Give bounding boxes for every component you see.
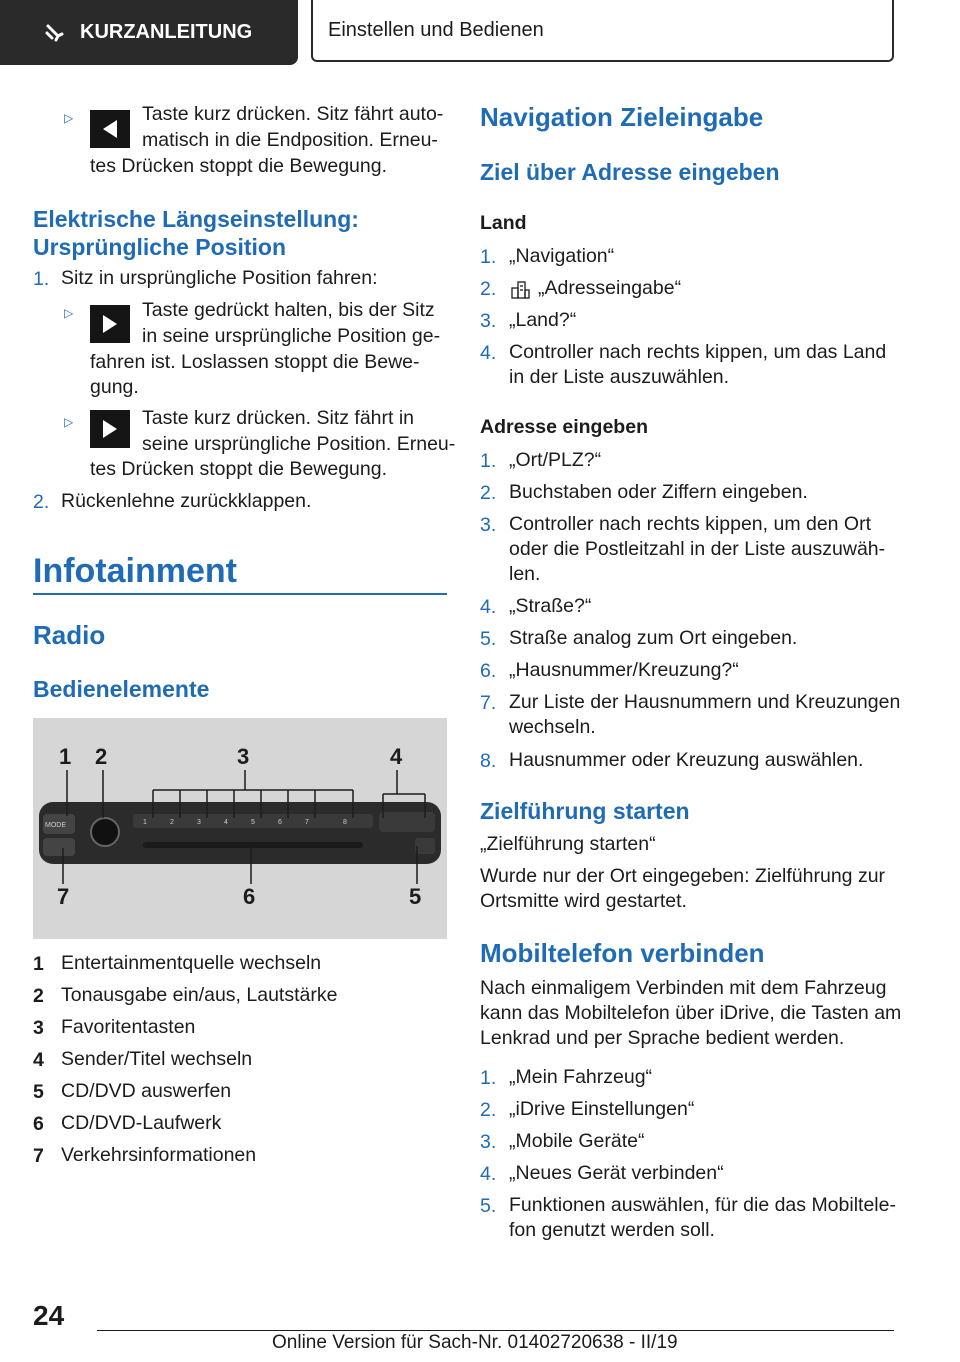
zielfuehrung-line3: Ortsmitte wird gestartet. (480, 890, 687, 912)
step-num: 6. (480, 660, 497, 682)
radio-panel-illustration (33, 718, 447, 939)
step-text: „Land?“ (509, 309, 577, 331)
item-c-line2: seine ursprüngliche Position. Erneu‐ (142, 433, 456, 455)
step-text: fon genutzt werden soll. (509, 1219, 715, 1241)
heading-radio: Radio (33, 620, 106, 650)
step-text: len. (509, 563, 541, 585)
legend-text: CD/DVD-Laufwerk (61, 1112, 222, 1134)
subheading-line2: Ursprüngliche Position (33, 234, 287, 260)
seat-back-button-icon (90, 110, 130, 148)
figure-label-3: 3 (237, 744, 250, 769)
legend-text: CD/DVD auswerfen (61, 1080, 232, 1102)
step-num: 4. (480, 1163, 497, 1185)
figure-button-2: 2 (170, 819, 174, 826)
legend-num: 3 (33, 1017, 44, 1039)
heading-bedienelemente: Bedienelemente (33, 676, 210, 702)
triangle-bullet-icon: ▷ (64, 306, 74, 320)
heading-mobiltelefon: Mobiltelefon verbinden (480, 938, 765, 968)
step-num: 1. (480, 450, 497, 472)
item-b-line3: fahren ist. Loslassen stoppt die Bewe‐ (90, 351, 420, 373)
step-text: „iDrive Einstellungen“ (509, 1098, 695, 1120)
figure-button-7: 7 (305, 819, 309, 826)
step-text: Hausnummer oder Kreuzung auswählen. (509, 749, 864, 771)
legend-text: Sender/Titel wechseln (61, 1048, 253, 1070)
legend-num: 1 (33, 953, 44, 975)
address-input-icon (509, 278, 531, 300)
heading-address: Ziel über Adresse eingeben (480, 159, 780, 185)
figure-label-7: 7 (57, 884, 70, 909)
subheading-line1: Elektrische Längseinstellung: (33, 206, 359, 232)
triangle-bullet-icon: ▷ (64, 415, 74, 429)
step-text: „Adresseingabe“ (538, 277, 682, 299)
item-a-line3: tes Drücken stoppt die Bewegung. (90, 155, 388, 177)
legend-text: Entertainmentquelle wechseln (61, 952, 322, 974)
step-num: 5. (480, 628, 497, 650)
page-number: 24 (33, 1300, 65, 1331)
figure-button-4: 4 (224, 819, 228, 826)
figure-label-1: 1 (59, 744, 72, 769)
step-num: 1. (480, 1067, 497, 1089)
step-num: 3. (480, 514, 497, 536)
step-text: „Ort/PLZ?“ (509, 449, 602, 471)
step-text: Buchstaben oder Ziffern eingeben. (509, 481, 808, 503)
step-num: 4. (480, 596, 497, 618)
footer-online-version: Online Version für Sach-Nr. 01402720638 - II/19 (272, 1332, 678, 1353)
legend-num: 7 (33, 1145, 44, 1167)
zielfuehrung-line1: „Zielführung starten“ (480, 833, 656, 855)
step-num: 3. (480, 1131, 497, 1153)
step-text: „Hausnummer/Kreuzung?“ (509, 659, 739, 681)
step-text: Zur Liste der Hausnummern und Kreuzungen (509, 691, 901, 713)
step-num: 7. (480, 692, 497, 714)
figure-button-5: 5 (251, 819, 255, 826)
step-num: 2. (480, 1099, 497, 1121)
step-text: Funktionen auswählen, für die das Mobiltele‐ (509, 1194, 896, 1216)
legend-num: 5 (33, 1081, 44, 1103)
triangle-bullet-icon: ▷ (64, 111, 74, 125)
legend-text: Tonausgabe ein/aus, Lautstärke (61, 984, 338, 1006)
item-b-line1: Taste gedrückt halten, bis der Sitz (142, 299, 435, 321)
figure-label-5: 5 (409, 884, 422, 909)
item-b-line4: gung. (90, 376, 139, 398)
legend-num: 2 (33, 985, 44, 1007)
step-text: „Navigation“ (509, 245, 615, 267)
step-text: wechseln. (509, 716, 596, 738)
heading-zielfuehrung: Zielführung starten (480, 798, 690, 824)
item-a-line1: Taste kurz drücken. Sitz fährt auto‐ (142, 103, 444, 125)
item-c-line3: tes Drücken stoppt die Bewegung. (90, 458, 388, 480)
step-num: 2. (480, 278, 497, 300)
step2-num: 2. (33, 491, 50, 513)
legend-text: Verkehrsinformationen (61, 1144, 257, 1166)
step-num: 8. (480, 750, 497, 772)
step-text: „Straße?“ (509, 595, 592, 617)
section-divider (33, 593, 447, 595)
zielfuehrung-line2: Wurde nur der Ort eingegeben: Zielführung zur (480, 865, 886, 887)
step-num: 5. (480, 1195, 497, 1217)
figure-button-1: 1 (143, 819, 147, 826)
tab-kurzanleitung[interactable] (0, 0, 298, 65)
item-c-line1: Taste kurz drücken. Sitz fährt in (142, 407, 415, 429)
figure-button-8: 8 (343, 819, 347, 826)
step-num: 4. (480, 342, 497, 364)
section-heading-infotainment: Infotainment (33, 552, 237, 590)
figure-button-mode: MODE (45, 822, 66, 829)
figure-label-2: 2 (95, 744, 108, 769)
tab-label: KURZANLEITUNG (80, 21, 253, 43)
step2-text: Rückenlehne zurückklappen. (61, 490, 312, 512)
step-text: Controller nach rechts kippen, um das Land (509, 341, 887, 363)
step-text: „Mein Fahrzeug“ (509, 1066, 653, 1088)
step-num: 3. (480, 310, 497, 332)
mobil-intro-line1: Nach einmaligem Verbinden mit dem Fahrzeug (480, 977, 887, 999)
legend-num: 4 (33, 1049, 44, 1071)
item-b-line2: in seine ursprüngliche Position ge‐ (142, 325, 441, 347)
seat-forward-button-icon (90, 305, 130, 343)
page-header (0, 0, 960, 66)
figure-label-4: 4 (390, 744, 403, 769)
section-tab[interactable] (311, 0, 894, 62)
seat-forward-button-icon (90, 410, 130, 448)
step1-text: Sitz in ursprüngliche Position fahren: (61, 267, 378, 289)
figure-button-6: 6 (278, 819, 282, 826)
radio-controls-figure (33, 718, 447, 939)
heading-navigation: Navigation Zieleingabe (480, 102, 764, 132)
step-text: oder die Postleitzahl in der Liste auszuwäh‐ (509, 538, 886, 560)
step-text: Controller nach rechts kippen, um den Ort (509, 513, 872, 535)
heading-adresse: Adresse eingeben (480, 416, 648, 438)
step-text: „Neues Gerät verbinden“ (509, 1162, 724, 1184)
mobil-intro-line3: Lenkrad und per Sprache bedient werden. (480, 1027, 845, 1049)
mobil-intro-line2: kann das Mobiltelefon über iDrive, die Tasten am (480, 1002, 902, 1024)
footer-divider (97, 1330, 894, 1331)
step-num: 1. (480, 246, 497, 268)
section-label: Einstellen und Bedienen (328, 18, 544, 41)
step-num: 2. (480, 482, 497, 504)
step1-num: 1. (33, 268, 50, 290)
figure-label-6: 6 (243, 884, 256, 909)
quick-guide-icon (44, 22, 66, 44)
legend-text: Favoritentasten (61, 1016, 196, 1038)
step-text: „Mobile Geräte“ (509, 1130, 645, 1152)
legend-num: 6 (33, 1113, 44, 1135)
step-text: Straße analog zum Ort eingeben. (509, 627, 798, 649)
item-a-line2: matisch in die Endposition. Erneu‐ (142, 129, 438, 151)
heading-land: Land (480, 212, 527, 234)
step-text: in der Liste auszuwählen. (509, 366, 730, 388)
figure-button-3: 3 (197, 819, 201, 826)
